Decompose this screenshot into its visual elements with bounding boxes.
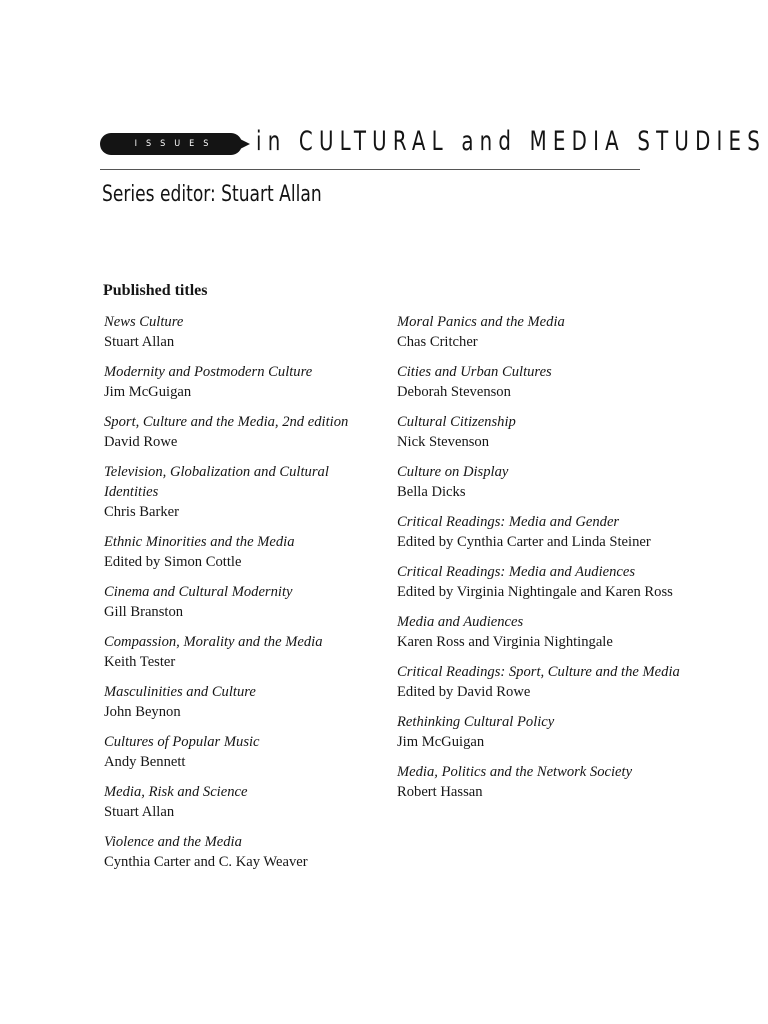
title-entry <box>397 712 687 752</box>
series-title: in CULTURAL and MEDIA STUDIES <box>256 127 767 157</box>
book-author: Stuart Allan <box>104 804 175 820</box>
book-author: Keith Tester <box>104 654 176 670</box>
title-entry <box>397 412 687 452</box>
title-entry <box>397 562 687 602</box>
book-title: Sport, Culture and the Media, 2nd edition <box>104 414 349 430</box>
book-title: Rethinking Cultural Policy <box>397 714 555 730</box>
title-entry <box>104 412 384 452</box>
title-entry <box>104 682 384 722</box>
book-title: News Culture <box>104 314 184 330</box>
book-author: Edited by David Rowe <box>397 684 531 700</box>
issues-pill-logo <box>100 133 242 155</box>
book-title: Cinema and Cultural Modernity <box>104 584 293 600</box>
title-entry <box>104 782 384 822</box>
title-entry <box>104 832 384 872</box>
titles-column-right <box>397 312 687 812</box>
series-editor: Series editor: Stuart Allan <box>102 181 322 207</box>
published-titles-heading: Published titles <box>103 282 208 299</box>
title-entry <box>104 462 384 522</box>
book-title: Television, Globalization and Cultural Identities <box>104 464 329 500</box>
series-header <box>100 126 767 164</box>
title-entry <box>104 362 384 402</box>
book-author: Jim McGuigan <box>397 734 485 750</box>
book-title: Critical Readings: Media and Audiences <box>397 564 636 580</box>
book-title: Media and Audiences <box>397 614 524 630</box>
book-author: Karen Ross and Virginia Nightingale <box>397 634 613 650</box>
issues-pill-text: ISSUES <box>134 139 218 149</box>
titles-column-left <box>104 312 384 882</box>
book-author: Cynthia Carter and C. Kay Weaver <box>104 854 308 870</box>
book-title: Critical Readings: Sport, Culture and the Media <box>397 664 680 680</box>
book-title: Media, Politics and the Network Society <box>397 764 633 780</box>
book-author: Edited by Simon Cottle <box>104 554 242 570</box>
book-title: Cultures of Popular Music <box>104 734 260 750</box>
book-title: Cities and Urban Cultures <box>397 364 552 380</box>
book-title: Media, Risk and Science <box>104 784 248 800</box>
book-author: Chris Barker <box>104 504 179 520</box>
book-title: Modernity and Postmodern Culture <box>104 364 313 380</box>
book-author: Jim McGuigan <box>104 384 192 400</box>
title-entry <box>397 762 687 802</box>
book-author: John Beynon <box>104 704 181 720</box>
book-title: Critical Readings: Media and Gender <box>397 514 620 530</box>
title-entry <box>397 662 687 702</box>
book-author: Robert Hassan <box>397 784 483 800</box>
book-author: Chas Critcher <box>397 334 478 350</box>
book-title: Compassion, Morality and the Media <box>104 634 323 650</box>
book-title: Cultural Citizenship <box>397 414 516 430</box>
title-entry <box>397 512 687 552</box>
book-author: Nick Stevenson <box>397 434 490 450</box>
title-entry <box>397 312 687 352</box>
book-author: Edited by Cynthia Carter and Linda Steiner <box>397 534 651 550</box>
book-author: Gill Branston <box>104 604 184 620</box>
book-title: Violence and the Media <box>104 834 242 850</box>
book-title: Moral Panics and the Media <box>397 314 565 330</box>
title-entry <box>397 362 687 402</box>
book-author: Deborah Stevenson <box>397 384 511 400</box>
title-entry <box>397 462 687 502</box>
book-author: Stuart Allan <box>104 334 175 350</box>
book-title: Culture on Display <box>397 464 509 480</box>
book-title: Masculinities and Culture <box>104 684 256 700</box>
header-divider <box>100 169 640 170</box>
book-author: Edited by Virginia Nightingale and Karen Ross <box>397 584 673 600</box>
title-entry <box>104 532 384 572</box>
title-entry <box>104 632 384 672</box>
book-author: David Rowe <box>104 434 178 450</box>
title-entry <box>397 612 687 652</box>
book-author: Bella Dicks <box>397 484 466 500</box>
title-entry <box>104 732 384 772</box>
title-entry <box>104 582 384 622</box>
book-author: Andy Bennett <box>104 754 186 770</box>
title-entry <box>104 312 384 352</box>
book-title: Ethnic Minorities and the Media <box>104 534 295 550</box>
